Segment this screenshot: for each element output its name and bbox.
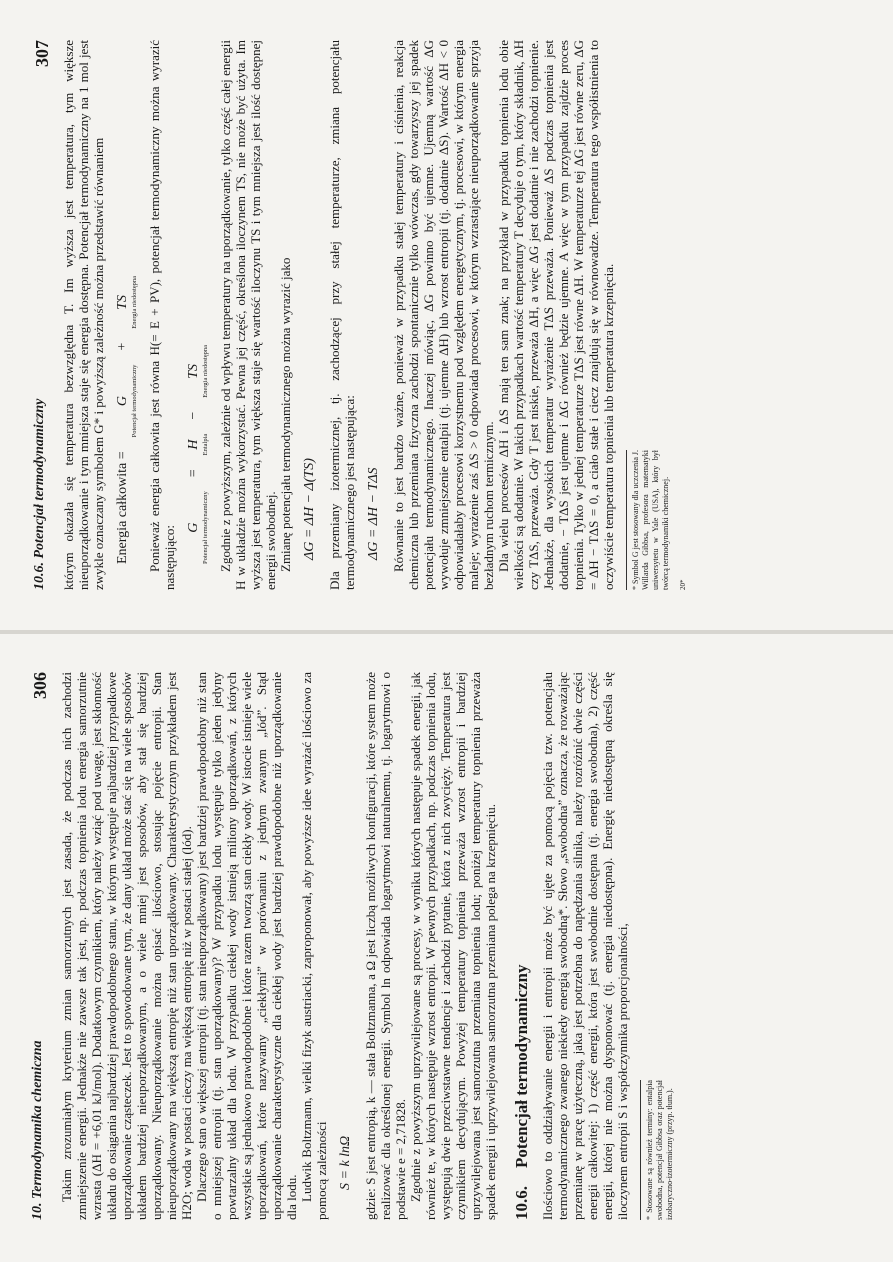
- paragraph: Ludwik Boltzmann, wielki fizyk austriacki, zaproponował, aby powyższe idee wyrażać ilościowo za pomocą zależności: [299, 672, 329, 1220]
- page-number: 307: [32, 40, 52, 67]
- equation-boltzmann: S = k lnΩ: [338, 1135, 353, 1190]
- equation-total-energy: [115, 40, 138, 564]
- paragraph: Dla wielu procesów ΔH i ΔS mają ten sam znak; na przykład w przypadku topnienia lodu obie wielkości są dodatnie. W takich przypadkach wartość temperatury T decyduje o tym, który składnik, ΔH czy TΔS, przeważa. Gdy T jest niskie, przeważa ΔH, a więc ΔG jest dodatnie i nie zachodzi topnienie. Jednakże, dla wysokich temperatur wyrażenie TΔS przeważa. Ponieważ ΔS podczas topnienia jest dodatnie, − TΔS jest ujemne i ΔG również będzie ujemne. A więc w tym przypadku zajdzie proces topnienia. Tylko w jednej temperaturze TΔS jest równe ΔH. W temperaturze tej ΔG jest równe zeru, ΔG = ΔH − TΔS = 0, a ciało stałe i ciecz znajdują się w równowadze. Temperatura tego współistnienia to oczywiście temperatura topnienia lub temperatura krzepnięcia.: [496, 40, 616, 590]
- symbol-g: G: [115, 395, 130, 407]
- footnote: [640, 1080, 675, 1220]
- left-page: [0, 632, 893, 1262]
- paragraph: gdzie: S jest entropią, k — stała Boltzmanna, a Ω jest liczbą możliwych konfiguracji, które system może realizować dla określonej energii. Symbol ln odpowiada logarytmowi naturalnemu, tj. logarytmowi o podstawie e = 2,71828.: [363, 672, 408, 1220]
- section-title: Potencjał termodynamiczny: [512, 964, 531, 1168]
- symbol-g: G: [186, 522, 201, 533]
- equation-delta-g-isothermal: ΔG = ΔH − TΔS: [366, 467, 381, 560]
- paragraph: Ilościowo to oddziaływanie energii i entropii może być ujęte za pomocą pojęcia tzw. potencjału termodynamicznego zwanego niekiedy energią swobodną*. Słowo „swobodna” oznacza, że rozważając przemianę w pracę użyteczną, jaka jest potrzebna do napędzania silnika, należy rozróżnić dwie części energii całkowitej: 1) część energii, która jest swobodnie dostępna (tj. energia swobodna), 2) część energii, której nie można dysponować (tj. energia niedostępna). Energię niedostępną określa się iloczynem entropii S i współczynnika proporcjonalności,: [540, 672, 630, 1220]
- paragraph: Dla przemiany izotermicznej, tj. zachodzącej przy stałej temperaturze, zmiana potencjału termodynamicznego jest następująca:: [327, 40, 357, 590]
- paragraph: Ponieważ energia całkowita jest równa H(= E + PV), potencjał termodynamiczny można wyrazić następująco:: [147, 40, 177, 590]
- page-number: 306: [30, 672, 50, 699]
- right-page: [0, 0, 893, 630]
- term-g: [186, 491, 209, 564]
- operator: +: [115, 342, 130, 351]
- term-ts: [115, 276, 138, 329]
- paragraph: Zgodnie z powyższym, zależnie od wpływu temperatury na uporządkowanie, tylko część całej energii H w układzie można wykorzystać. Pewna jej część, określona iloczynem TS, nie może być użyta. Im wyższa jest temperatura, tym większa staje się wartość iloczynu TS i tym mniejsza jest ilość dostępnej energii swobodnej.: [218, 40, 278, 590]
- term-caption: Potencjał termodynamiczny: [131, 364, 138, 438]
- footnote-text: * Symbol G jest stosowany dla uczczenia J. Willarda Gibbsa, profesora matematyki uniwersytetu w Yale (USA), który był twórcą termodynamiki chemicznej.: [631, 450, 670, 590]
- term-caption: Energia niedostępna: [131, 275, 138, 329]
- book-gutter: [0, 630, 893, 634]
- footnote-text: * Stosowane są również terminy: entalpia swobodna, potencjał Gibbsa oraz potencjał izobaryczno-izotermiczny (przyp. tłum.).: [645, 1080, 674, 1220]
- symbol-ts: TS: [115, 294, 130, 310]
- term-g: [115, 365, 138, 438]
- paragraph: Równanie to jest bardzo ważne, ponieważ w przypadku stałej temperatury i ciśnienia, reakcja chemiczna lub przemiana fizyczna zachodzi spontanicznie tylko wówczas, gdy towarzyszy jej spadek potencjału termodynamicznego. Inaczej mówiąc, ΔG powinno być ujemne. Ujemną wartość ΔG wywołuje zmniejszenie entalpii (tj. ujemne ΔH) lub wzrost entropii (tj. dodatnie ΔS). Wartość ΔH < 0 odpowiadałaby procesowi korzystnemu pod względem energetycznym, tj. procesowi, w którym energia maleje; wyrażenie zaś ΔS > 0 odpowiada procesowi, w którym wzrastające nieuporządkowanie sprzyja bezładnym ruchom termicznym.: [391, 40, 496, 590]
- section-heading: [512, 672, 532, 1220]
- equation-label: Energia całkowita =: [115, 451, 130, 564]
- paragraph: Zmianę potencjału termodynamicznego można wyrazić jako: [278, 257, 293, 572]
- paragraph: którym okazała się temperatura bezwzględna T. Im wyższa jest temperatura, tym większe nieuporządkowanie i tym mniejsza staje się energia dostępna. Potencjał termodynamiczny na 1 mol jest zwykle oznaczany symbolem G* i powyższą zależność można przedstawić równaniem: [61, 40, 106, 590]
- term-h: [186, 434, 209, 456]
- paragraph: Zgodnie z powyższym uprzywilejowane są procesy, w wyniku których następuje spadek energii, jak również te, w których następuje wzrost entropii. W pewnych przypadkach, np. podczas topnienia lodu, występują dwie przeciwstawne tendencje i zachodzi pytanie, która z nich zwycięży. Temperatura jest czynnikiem decydującym. Powyżej temperatury topnienia przeważa wzrost entropii i bardziej uprzywilejowana jest samorzutna przemiana topnienia lodu; poniżej temperatury topnienia przeważa spadek energii i uprzywilejowana samorzutna przemiana polega na krzepnięciu.: [408, 672, 498, 1220]
- term-caption: Potencjał termodynamiczny: [202, 491, 209, 564]
- term-ts: [186, 345, 209, 398]
- paragraph: Takim zrozumiałym kryterium zmian samorzutnych jest zasada, że podczas nich zachodzi zmniejszenie energii. Jednakże nie zawsze tak jest, np. podczas topnienia lodu energia samorzutnie wzrasta (ΔH = +6,01 kJ/mol). Dodatkowym czynnikiem, który należy wziąć pod uwagę, jest skłonność układu do osiągania najbardziej prawdopodobnego stanu, w którym występuje najbardziej przypadkowe uporządkowanie cząsteczek. Jest to spowodowane tym, że dany układ może stać się na wiele sposobów układem bardziej nieuporządkowanym, a o wiele mniej jest sposobów, aby stał się bardziej uporządkowany. Nieuporządkowanie można opisać ilościowo, stosując pojęcie entropii. Stan nieuporządkowany ma większą entropię niż stan uporządkowany. Charakterystycznym przykładem jest H2O; woda w postaci cieczy ma większą entropię niż w postaci stałej (lód).: [59, 672, 194, 1220]
- operator: =: [186, 469, 201, 478]
- equation-gibbs: [186, 40, 209, 564]
- paragraph: Dlaczego stan o większej entropii (tj. stan nieuporządkowany) jest bardziej prawdopodobny niż stan o mniejszej entropii (tj. stan uporządkowany)? W przypadku lodu występuje tylko jeden jedyny powtarzalny układ dla lodu. W przypadku ciekłej wody istnieją miliony uporządkowań, z których wszystkie są jednakowo prawdopodobne i które razem tworzą stan ciekły wody. W istocie istnieje wiele uporządkowań, które nazywamy „ciekłymi” w porównaniu z jednym zwanym „lód”. Stąd uporządkowanie charakterystyczne dla ciekłej wody jest bardziej prawdopodobne niż uporządkowanie dla lodu.: [194, 672, 299, 1220]
- right-header: [32, 40, 53, 590]
- signature-mark: 20*: [679, 579, 687, 590]
- footnote: [626, 450, 671, 590]
- running-head: 10.6. Potencjał termodynamiczny: [32, 398, 47, 590]
- running-head: 10. Termodynamika chemiczna: [30, 1040, 45, 1220]
- term-caption: Energia niedostępna: [202, 345, 209, 398]
- symbol-h: H: [186, 439, 201, 450]
- section-number: 10.6.: [512, 1186, 531, 1220]
- term-caption: Entalpia: [202, 433, 209, 456]
- operator: −: [186, 411, 201, 420]
- equation-delta-g: ΔG = ΔH − Δ(TS): [302, 458, 317, 560]
- symbol-ts: TS: [186, 363, 201, 379]
- left-header: [30, 672, 51, 1220]
